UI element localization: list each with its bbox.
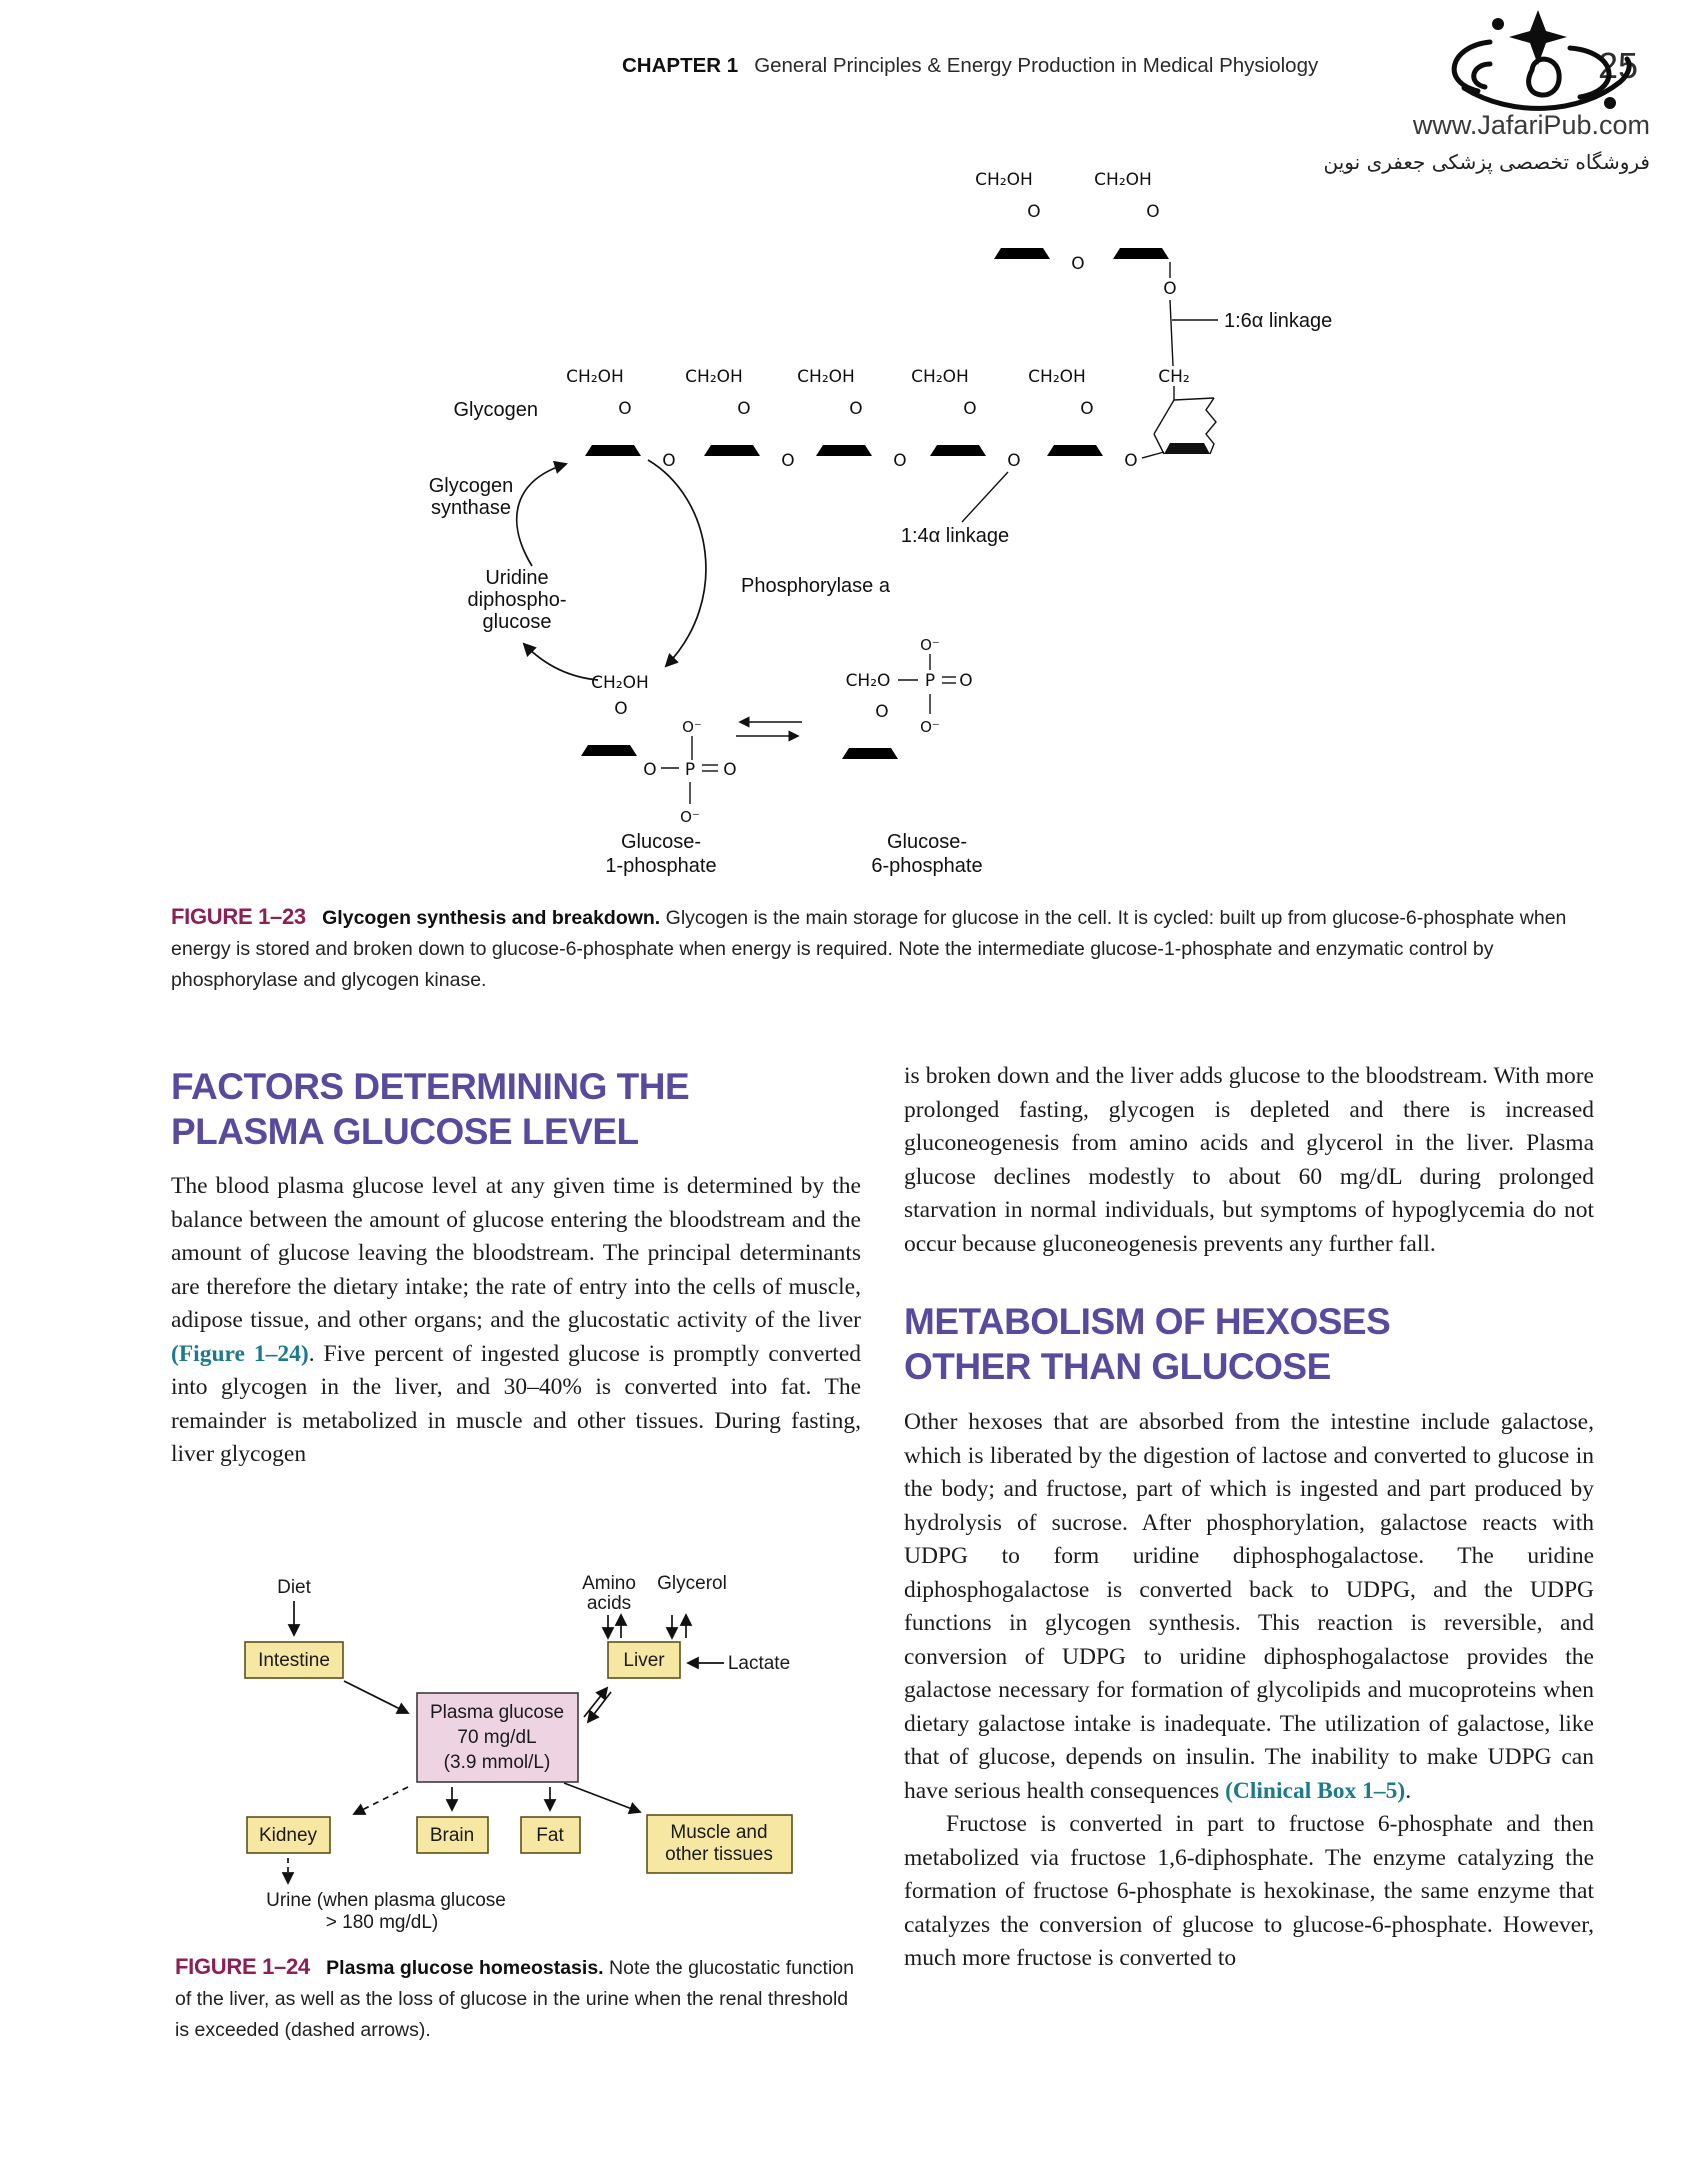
- figure-1-23-glycogen-diagram: [400, 170, 1340, 890]
- g1p-label: Glucose-: [620, 831, 702, 853]
- body-text: . Five percent of ingested glucose is promptly converted into glycogen in the liver, and 30–40% is converted into fat. The remainder is metabolized in muscle and other tissues. During fasting, liver glycogen: [171, 1340, 861, 1467]
- ch2o-label: CH₂O: [845, 671, 891, 691]
- right-column-text: [904, 1060, 1594, 1976]
- o-minus: O⁻: [920, 718, 940, 736]
- diet-label: Diet: [277, 1577, 311, 1598]
- phosphate-oxygen: O: [643, 760, 657, 780]
- glycerol-label: Glycerol: [657, 1573, 727, 1594]
- amino-acids-label: acids: [586, 1593, 632, 1614]
- branch-oxygen: O: [1163, 279, 1177, 299]
- urine-threshold: > 180 mg/dL): [325, 1912, 439, 1933]
- ch2-label: CH₂: [1158, 367, 1190, 387]
- body-text: .: [1405, 1777, 1412, 1804]
- glycogen-synthase-label: Glycogen: [428, 475, 514, 497]
- ring-oxygen: O: [875, 702, 889, 722]
- publisher-logo: [1420, 4, 1655, 114]
- phosphate-oxygen: O: [723, 760, 737, 780]
- figure-title: Plasma glucose homeostasis.: [326, 1957, 604, 1979]
- ring-oxygen: O: [1027, 202, 1041, 222]
- paragraph: [904, 1406, 1594, 1808]
- body-text: Other hexoses that are absorbed from the intestine include galactose, which is liberated by the digestion of lactose and converted to glucose in the body; and fructose, part of which is ingested and part produced by hydrolysis of sucrose. After phosphorylation, galactose reacts with UDPG to form uridine diphosphogalactose. The uridine diphosphogalactose is converted back to UDPG, and the UDPG functions in glycogen synthesis. This reaction is reversible, and conversion of UDPG to uridine diphosphogalactose provides the galactose necessary for formation of glycolipids and mucoproteins when dietary galactose intake is inadequate. The utilization of galactose, like that of glucose, depends on insulin. The inability to make UDPG can have serious health consequences: [904, 1409, 1594, 1804]
- glycogen-synthase-label: synthase: [430, 497, 512, 519]
- liver-label: Liver: [623, 1650, 665, 1671]
- ch2oh-label: CH₂OH: [591, 673, 649, 693]
- publisher-url: www.JafariPub.com: [1412, 110, 1650, 140]
- heading-line: PLASMA GLUCOSE LEVEL: [171, 1111, 639, 1152]
- section-heading-hexoses: [904, 1299, 1594, 1389]
- plasma-glucose-label: Plasma glucose: [429, 1702, 565, 1723]
- paragraph: Fructose is converted in part to fructose 6-phosphate and then metabolized via fructose 1,6-diphosphate. The enzyme catalyzing the formation of fructose 6-phosphate is hexokinase, the same enzyme that catalyzes the conversion of glucose to glucose-6-phosphate. However, much more fructose is converted to: [904, 1811, 1594, 1971]
- diagram-labels: [258, 1573, 790, 1933]
- heading-line: METABOLISM OF HEXOSES: [904, 1301, 1391, 1342]
- plasma-glucose-mmol: (3.9 mmol/L): [443, 1752, 551, 1773]
- chapter-title: General Principles & Energy Production in Medical Physiology: [754, 54, 1319, 77]
- phosphorus: P: [684, 760, 696, 780]
- figure-label: FIGURE 1–24: [175, 1954, 310, 1979]
- ring-oxygen: O: [737, 399, 751, 419]
- glycosidic-oxygen: O: [1124, 451, 1138, 471]
- figure-1-24-homeostasis-diagram: [240, 1565, 800, 1937]
- figure-1-24-caption: [175, 1951, 865, 2046]
- phosphorylase-label: Phosphorylase a: [741, 575, 890, 597]
- chapter-number: CHAPTER 1: [622, 54, 739, 77]
- glycogen-label: Glycogen: [453, 399, 538, 421]
- ring-oxygen: O: [614, 699, 628, 719]
- calligraphy-icon: [1454, 10, 1629, 109]
- muscle-label: other tissues: [665, 1844, 773, 1865]
- o-minus: O⁻: [680, 808, 700, 826]
- ch2oh-label: CH₂OH: [975, 170, 1033, 190]
- urine-label: Urine (when plasma glucose: [266, 1890, 506, 1911]
- g1p-label: 1-phosphate: [605, 855, 717, 877]
- udpg-label: diphospho-: [467, 589, 567, 611]
- ring-oxygen: O: [1146, 202, 1160, 222]
- figure-title: Glycogen synthesis and breakdown.: [322, 907, 661, 929]
- glycosidic-oxygen: O: [893, 451, 907, 471]
- figure-caption-text: Glycogen is the main storage for glucose in the cell. It is cycled: built up from glucose-6-phosphate when energy is stored and broken down to glucose-6-phosphate when energy is required. Note the intermediate glucose-1-phosphate and enzymatic control by phosphorylase and glycogen kinase.: [171, 907, 1567, 991]
- page-number: 25: [1597, 45, 1639, 86]
- ch2oh-label: CH₂OH: [685, 367, 743, 387]
- paragraph: is broken down and the liver adds glucose to the bloodstream. With more prolonged fasting, glycogen is depleted and there is increased gluconeogenesis from amino acids and glycerol in the liver. Plasma glucose declines modestly to about 60 mg/dL during prolonged starvation in normal individuals, but symptoms of hypoglycemia do not occur because gluconeogenesis prevents any further fall.: [904, 1063, 1594, 1257]
- glycosidic-oxygen: O: [662, 451, 676, 471]
- ch2oh-label: CH₂OH: [1094, 170, 1152, 190]
- glycosidic-oxygen: O: [1007, 451, 1021, 471]
- ch2oh-label: CH₂OH: [911, 367, 969, 387]
- intestine-label: Intestine: [258, 1650, 330, 1671]
- udpg-label: glucose: [482, 611, 552, 633]
- linkage-1-6-label: 1:6α linkage: [1224, 310, 1333, 332]
- figure-caption-text: Note the glucostatic function of the liver, as well as the loss of glucose in the urine when the renal threshold is exceeded (dashed arrows).: [175, 1957, 854, 2041]
- paragraph: [171, 1170, 861, 1472]
- ring-oxygen: O: [849, 399, 863, 419]
- amino-acids-label: Amino: [582, 1573, 636, 1594]
- left-column-text: [171, 1170, 861, 1472]
- publisher-name-farsi: فروشگاه تخصصی پزشکی جعفری نوین: [1323, 150, 1650, 174]
- chemical-labels: [566, 170, 1190, 826]
- crossref-clinical-box-1-5: (Clinical Box 1–5): [1225, 1777, 1406, 1804]
- section-heading-plasma-glucose: [171, 1064, 689, 1154]
- heading-line: OTHER THAN GLUCOSE: [904, 1346, 1331, 1387]
- ch2oh-label: CH₂OH: [797, 367, 855, 387]
- figure-label: FIGURE 1–23: [171, 904, 306, 929]
- udpg-label: Uridine: [485, 567, 549, 589]
- plasma-glucose-value: 70 mg/dL: [457, 1727, 537, 1748]
- ch2oh-label: CH₂OH: [1028, 367, 1086, 387]
- glycosidic-oxygen: O: [781, 451, 795, 471]
- lactate-label: Lactate: [727, 1653, 791, 1674]
- ch2oh-label: CH₂OH: [566, 367, 624, 387]
- phosphate-oxygen: O: [959, 671, 973, 691]
- crossref-figure-1-24: (Figure 1–24): [171, 1340, 309, 1367]
- figure-1-23-caption: [171, 901, 1583, 996]
- brain-label: Brain: [429, 1825, 475, 1846]
- linkage-1-4-label: 1:4α linkage: [900, 525, 1010, 547]
- fat-label: Fat: [536, 1825, 564, 1846]
- g6p-label: Glucose-: [886, 831, 968, 853]
- figure-text-labels: [429, 310, 1333, 877]
- body-text: The blood plasma glucose level at any given time is determined by the balance between the amount of glucose entering the bloodstream and the amount of glucose leaving the bloodstream. The principal determinants are therefore the dietary intake; the rate of entry into the cells of muscle, adipose tissue, and other organs; and the glucostatic activity of the liver: [171, 1173, 861, 1333]
- o-minus: O⁻: [920, 636, 940, 654]
- phosphorus: P: [924, 671, 936, 691]
- o-minus: O⁻: [682, 718, 702, 736]
- muscle-label: Muscle and: [670, 1822, 768, 1843]
- kidney-label: Kidney: [258, 1825, 318, 1846]
- glycosidic-oxygen: O: [1071, 254, 1085, 274]
- running-header: [622, 54, 1318, 78]
- ring-oxygen: O: [963, 399, 977, 419]
- ring-oxygen: O: [1080, 399, 1094, 419]
- ring-oxygen: O: [618, 399, 632, 419]
- heading-line: FACTORS DETERMINING THE: [171, 1066, 690, 1107]
- g6p-label: 6-phosphate: [871, 855, 983, 877]
